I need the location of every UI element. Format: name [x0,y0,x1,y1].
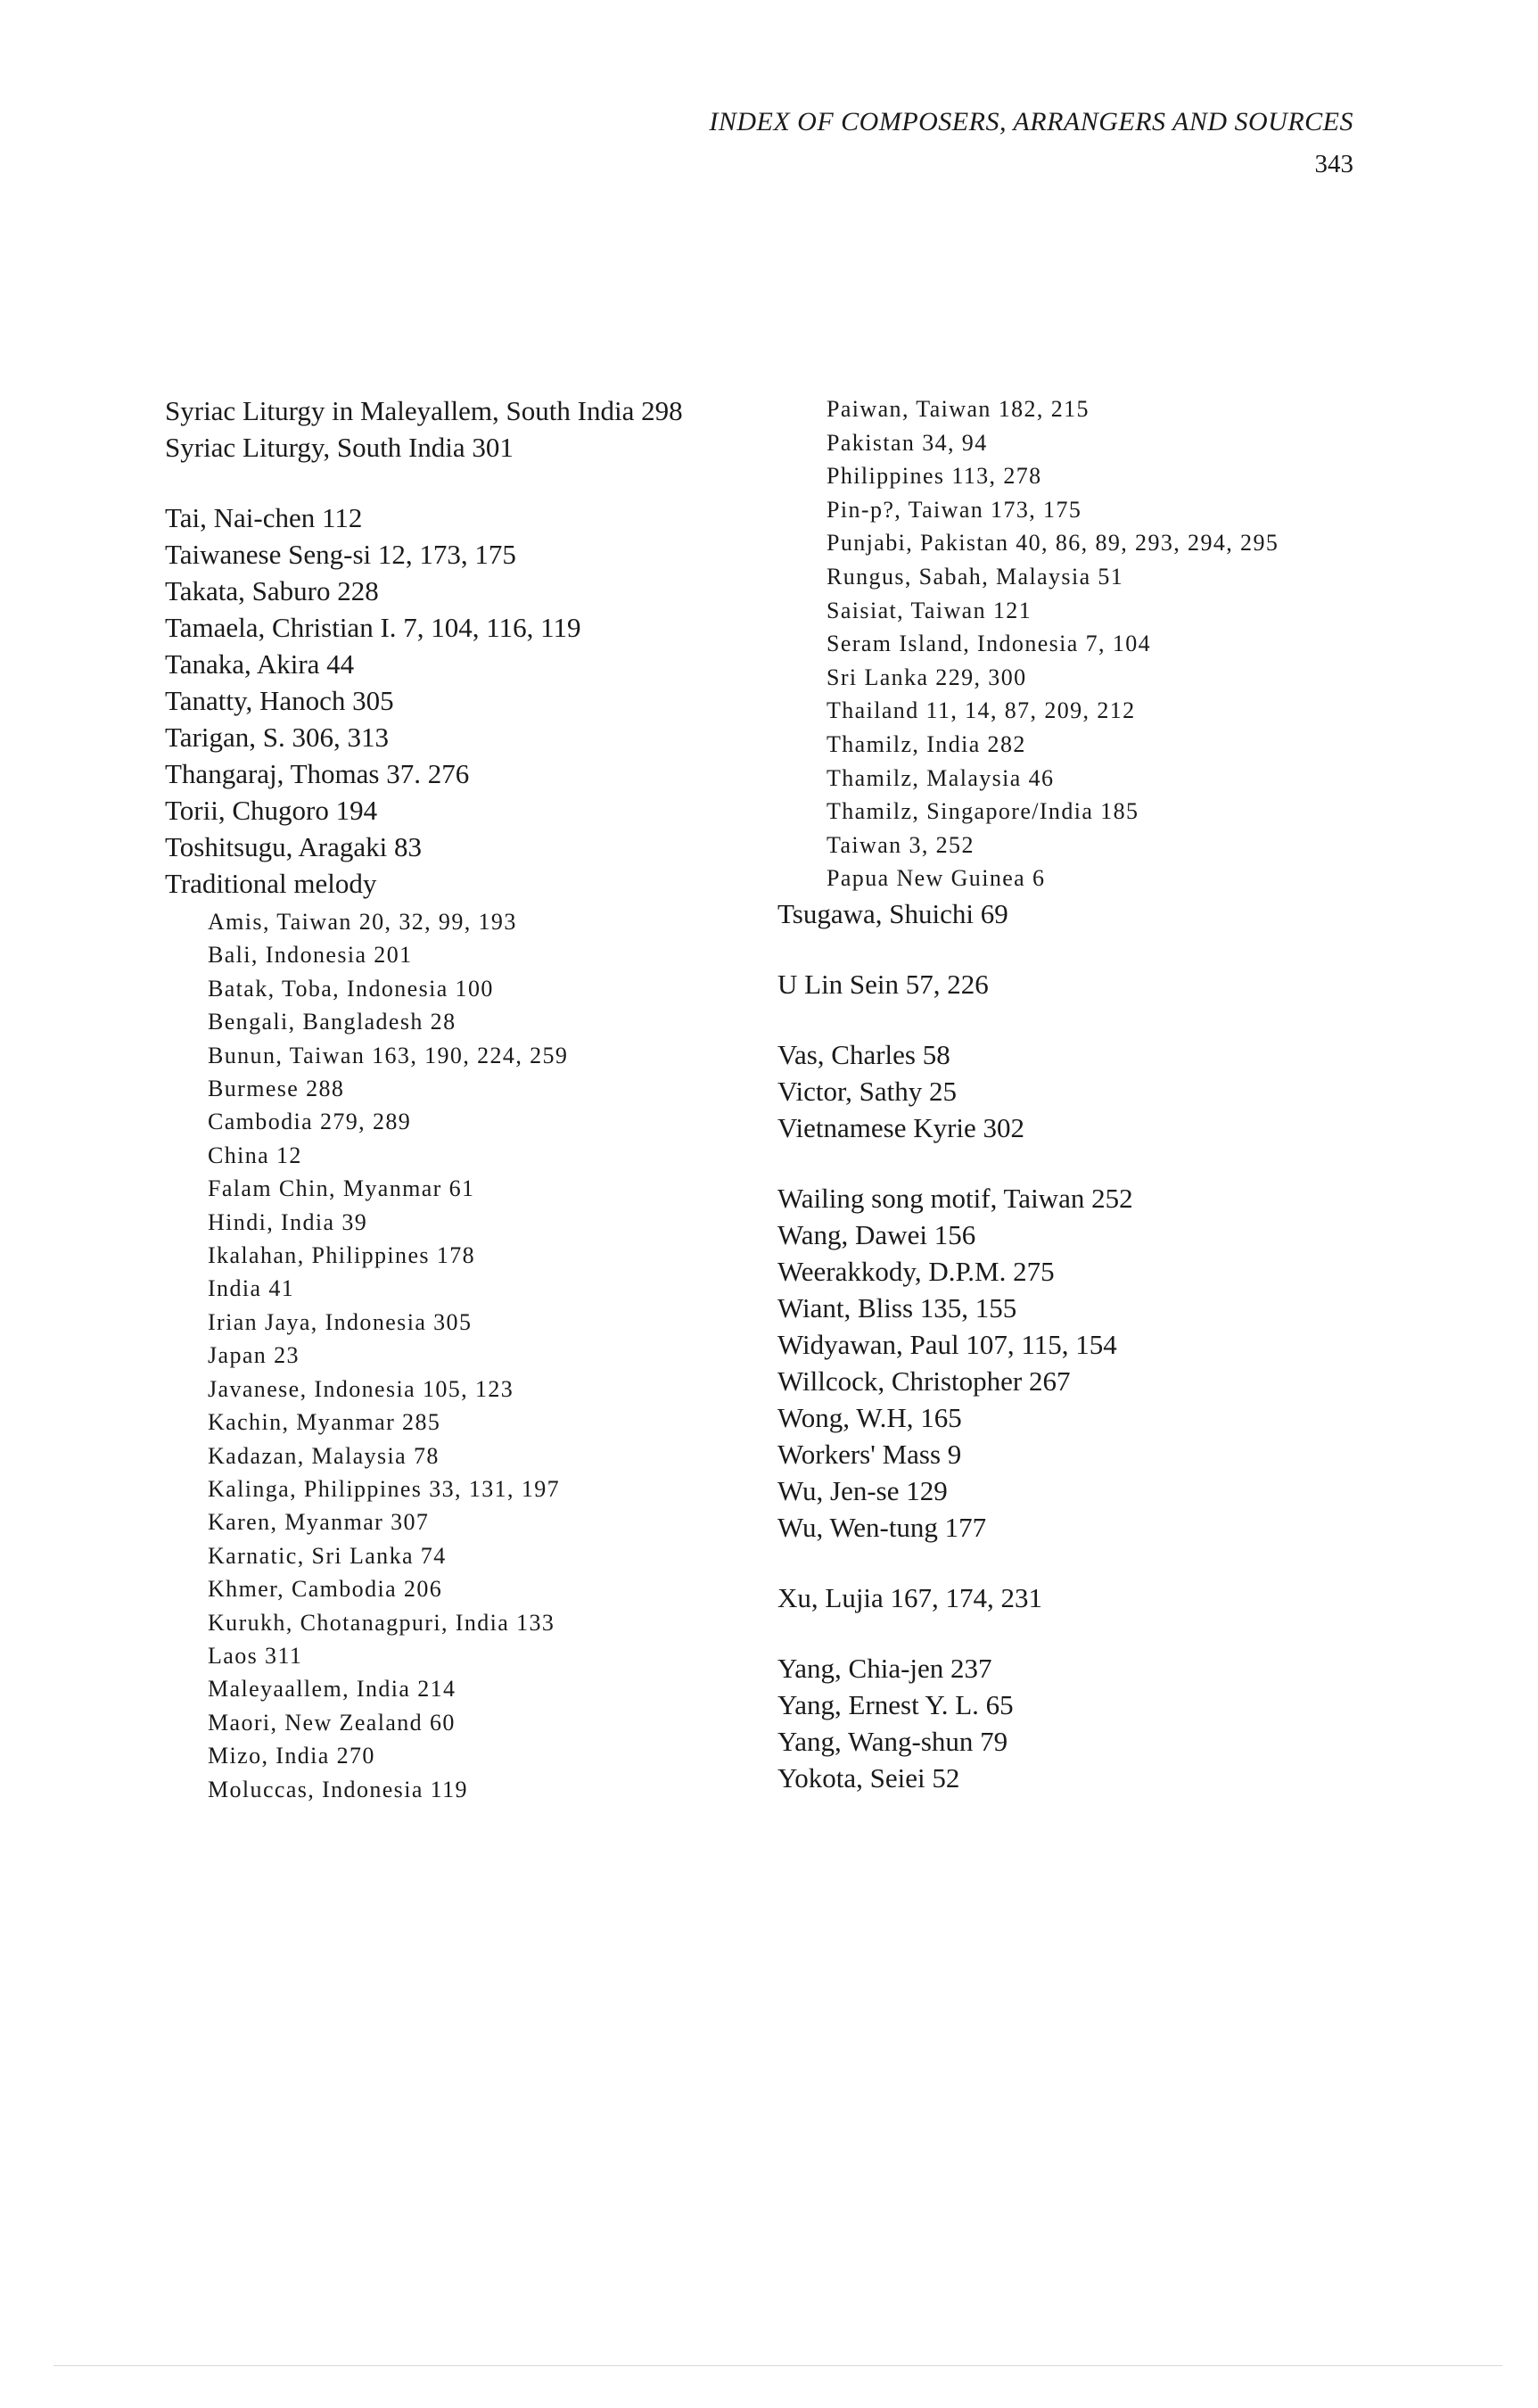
index-entry: Torii, Chugoro 194 [165,795,378,826]
index-entry: Traditional melody [165,868,377,899]
index-subentry: Cambodia 279, 289 [208,1109,412,1135]
index-subentry: Taiwan 3, 252 [827,831,975,858]
index-subentry: Kadazan, Malaysia 78 [208,1442,440,1469]
index-entry: Tarigan, S. 306, 313 [165,722,389,753]
index-subentry: Moluccas, Indonesia 119 [208,1776,468,1802]
index-subentry: China 12 [208,1142,302,1168]
index-entry: Wailing song motif, Taiwan 252 [777,1182,1133,1214]
index-subentry: Hindi, India 39 [208,1208,368,1235]
index-subentry: Thailand 11, 14, 87, 209, 212 [827,697,1136,724]
index-subentry: Thamilz, Singapore/India 185 [827,798,1139,825]
index-subentry: Rungus, Sabah, Malaysia 51 [827,563,1124,590]
index-subentry: Saisiat, Taiwan 121 [827,597,1032,623]
index-entry: U Lin Sein 57, 226 [777,968,989,1000]
index-subentry: Ikalahan, Philippines 178 [208,1242,476,1269]
index-subentry: Kurukh, Chotanagpuri, India 133 [208,1609,555,1636]
index-entry: Tamaela, Christian I. 7, 104, 116, 119 [165,612,581,643]
index-entry: Yang, Chia-jen 237 [777,1652,992,1684]
index-subentry: Philippines 113, 278 [827,463,1042,490]
scan-edge-line [53,2365,1502,2366]
index-subentry: Bengali, Bangladesh 28 [208,1009,456,1035]
index-entry: Willcock, Christopher 267 [777,1365,1071,1397]
index-entry: Wiant, Bliss 135, 155 [777,1291,1017,1324]
index-subentry: Paiwan, Taiwan 182, 215 [827,396,1090,422]
index-subentry: Kalinga, Philippines 33, 131, 197 [208,1475,561,1502]
index-entry: Wu, Wen-tung 177 [777,1511,987,1543]
index-entry: Workers' Mass 9 [777,1438,962,1470]
running-head-title: INDEX OF COMPOSERS, ARRANGERS AND SOURCES [709,107,1353,136]
index-subentry: Japan 23 [208,1342,300,1369]
index-entry: Tai, Nai-chen 112 [165,502,363,533]
index-subentry: Karnatic, Sri Lanka 74 [208,1542,447,1569]
index-subentry: Mizo, India 270 [208,1743,375,1769]
index-subentry: Bunun, Taiwan 163, 190, 224, 259 [208,1042,569,1068]
index-subentry: Irian Jaya, Indonesia 305 [208,1308,473,1335]
index-column-left [165,392,825,1806]
index-subentry: Thamilz, India 282 [827,730,1026,757]
index-entry: Taiwanese Seng-si 12, 173, 175 [165,539,516,570]
index-entry: Takata, Saburo 228 [165,575,379,606]
index-subentry: Thamilz, Malaysia 46 [827,764,1055,791]
index-subentry: Falam Chin, Myanmar 61 [208,1175,475,1202]
index-column-right [777,392,1419,1796]
index-entry: Widyawan, Paul 107, 115, 154 [777,1328,1117,1360]
index-subentry: Karen, Myanmar 307 [208,1509,430,1536]
page-number: 343 [1314,150,1353,178]
index-subentry: India 41 [208,1275,295,1302]
index-entry: Syriac Liturgy, South India 301 [165,432,514,463]
index-subentry: Papua New Guinea 6 [827,865,1046,892]
index-entry: Yang, Wang-shun 79 [777,1725,1008,1757]
index-subentry: Punjabi, Pakistan 40, 86, 89, 293, 294, 295 [827,530,1279,557]
index-entry: Xu, Lujia 167, 174, 231 [777,1581,1043,1613]
index-entry: Victor, Sathy 25 [777,1075,957,1107]
index-entry: Tanatty, Hanoch 305 [165,685,394,716]
index-subentry: Maleyaallem, India 214 [208,1676,456,1703]
index-subentry: Pakistan 34, 94 [827,429,988,456]
index-subentry: Bali, Indonesia 201 [208,942,413,969]
index-entry: Vietnamese Kyrie 302 [777,1111,1025,1143]
index-entry: Syriac Liturgy in Maleyallem, South India 298 [165,395,683,426]
index-entry: Toshitsugu, Aragaki 83 [165,831,423,862]
index-entry: Wu, Jen-se 129 [777,1474,948,1506]
index-subentry: Kachin, Myanmar 285 [208,1409,441,1436]
index-subentry: Amis, Taiwan 20, 32, 99, 193 [208,909,517,935]
index-subentry: Seram Island, Indonesia 7, 104 [827,631,1152,657]
index-entry: Weerakkody, D.P.M. 275 [777,1255,1055,1287]
index-entry: Tanaka, Akira 44 [165,648,355,680]
index-subentry: Pin-p?, Taiwan 173, 175 [827,496,1082,523]
index-entry: Tsugawa, Shuichi 69 [777,897,1008,929]
index-subentry: Maori, New Zealand 60 [208,1709,456,1736]
index-entry: Thangaraj, Thomas 37. 276 [165,758,470,789]
index-subentry: Sri Lanka 229, 300 [827,664,1027,690]
index-entry: Vas, Charles 58 [777,1038,950,1070]
index-subentry: Javanese, Indonesia 105, 123 [208,1375,514,1402]
index-subentry: Laos 311 [208,1642,303,1669]
index-entry: Wong, W.H, 165 [777,1401,962,1433]
index-entry: Yang, Ernest Y. L. 65 [777,1688,1014,1720]
index-subentry: Batak, Toba, Indonesia 100 [208,975,494,1002]
index-entry: Wang, Dawei 156 [777,1218,976,1250]
index-subentry: Khmer, Cambodia 206 [208,1576,443,1603]
index-entry: Yokota, Seiei 52 [777,1761,960,1794]
index-subentry: Burmese 288 [208,1076,345,1102]
